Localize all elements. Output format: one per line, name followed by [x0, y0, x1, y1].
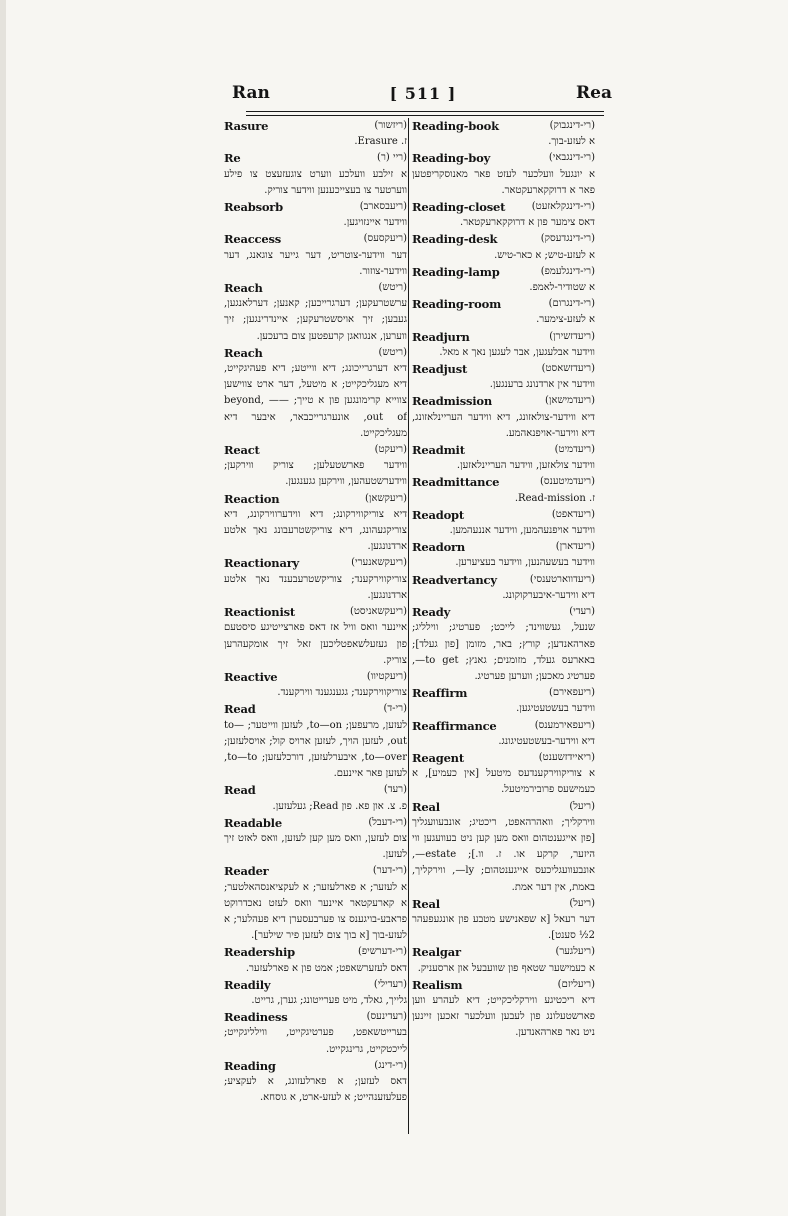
headword: Reaffirm — [412, 686, 468, 701]
headword: Readmit — [412, 443, 465, 458]
pronunciation: (ריעפאירם) — [548, 687, 595, 699]
pronunciation: (רי-דינגבוק) — [549, 120, 595, 131]
headword: Reabsorb — [224, 200, 284, 215]
dictionary-entry — [224, 150, 407, 199]
entry-headline — [412, 685, 595, 701]
entry-headline — [412, 750, 595, 766]
header-rule — [246, 111, 604, 112]
pronunciation: (ריעקשאנערי) — [351, 557, 407, 569]
headword: Read — [224, 783, 256, 798]
pronunciation: (רי-דער) — [372, 865, 407, 877]
definition: ז. Erasure. — [354, 136, 407, 148]
definition: ווידער אין ארדנונג ברענגען. — [489, 379, 595, 391]
entry-headline — [224, 442, 407, 458]
headword: Readjurn — [412, 329, 470, 344]
dictionary-entry — [224, 491, 407, 556]
definition: בערייטשאפט, פערטיגקייט, ווילליגקייט; לייכטקייט, גרינגקייט. — [224, 1027, 407, 1055]
definition: דאס צימער פון א דרוקקארעקטאר. — [460, 217, 595, 229]
dictionary-entry — [224, 118, 407, 150]
headword: Reaffirmance — [412, 718, 497, 733]
headword: Reader — [224, 864, 269, 879]
dictionary-entry — [412, 896, 595, 945]
definition: א כעמישער שטאף פון שוועבעל און ארסעניק. — [417, 962, 595, 974]
headword: Readorn — [412, 540, 466, 555]
headword: Realism — [412, 977, 463, 992]
headword: Read — [224, 702, 256, 717]
definition: דאס לעזען; א פארלעזונג, א לעקציע; פעלעזענהייט; א לעזע-ארט, א גוסחא. — [224, 1075, 407, 1104]
pronunciation: (ריעדזשאסט) — [541, 363, 595, 375]
entry-headline — [412, 896, 595, 912]
headword: Ready — [412, 605, 451, 620]
right-column — [412, 118, 595, 1136]
pronunciation: (ריאיידזשענט) — [538, 751, 595, 763]
entry-headline — [224, 280, 407, 296]
dictionary-entry — [412, 507, 595, 539]
dictionary-entry — [224, 1009, 407, 1058]
dictionary-entry — [412, 118, 595, 150]
pronunciation: (רעד) — [383, 784, 407, 796]
headword: Reactionist — [224, 605, 295, 620]
definition: דיא צוריקווירקונג; דיא ווידערווירקונג, דיא צוריקגעהונג, דיא צוריקשטרעבונג נאך אלטע ארדנונגען. — [224, 508, 407, 553]
entry-headline — [412, 150, 595, 166]
headword: Reading-room — [412, 297, 502, 312]
pronunciation: (רי-דינגלעמפ) — [540, 265, 595, 277]
entry-headline — [224, 977, 407, 993]
headword: Reading-boy — [412, 151, 491, 166]
headword: Readvertancy — [412, 572, 497, 587]
dictionary-entry — [224, 555, 407, 604]
entry-headline — [224, 815, 407, 831]
definition: דיא דערגרייכונג; דיא ווייטע; דיא פעהיגקייט, דיא מעגליכקייט; א מיטעל, דער ארט צווישען צווייא קרימונגען פון א טייך; —beyond, —out of, אונערגרייכבאר, איבער דיא מעגליכקייט. — [224, 363, 407, 439]
entry-headline — [412, 944, 595, 960]
pronunciation: (רי-דינגדעסק) — [540, 233, 595, 245]
pronunciation: (רי-דעבל) — [368, 816, 407, 828]
headword: Re — [224, 151, 241, 166]
entry-headline — [224, 118, 407, 134]
dictionary-entry — [224, 944, 407, 976]
headword: Realgar — [412, 945, 461, 960]
definition: א זילבע וועלכע ווערט צוגעזעצט צו פילע ווערטער צו בעצייכענען ווידער צוריק. — [224, 168, 407, 196]
definition: דער רעאל [א שפאנישע מטבע פון אונגעפעהר 2½ סענט]. — [412, 913, 595, 942]
headword: Readership — [224, 945, 295, 960]
dictionary-entry — [224, 815, 407, 864]
pronunciation: (ריעדארן) — [555, 541, 595, 553]
pronunciation: (ריעקסעס) — [363, 233, 407, 245]
headword: Readopt — [412, 507, 464, 522]
dictionary-entry — [224, 345, 407, 442]
entry-headline — [412, 507, 595, 523]
entry-headline — [224, 231, 407, 247]
entry-headline — [412, 474, 595, 490]
headword: Rasure — [224, 119, 269, 133]
entry-headline — [224, 491, 407, 507]
entry-headline — [412, 329, 595, 345]
definition: צוריקווירקענד; צוריקשטרעבענד נאך אלטע ארדנונגען. — [224, 573, 407, 601]
entry-headline — [412, 718, 595, 734]
definition: צוריקווירקענד; גגענגענד ווירקענד. — [277, 687, 407, 699]
entry-headline — [224, 199, 407, 215]
definition: ווידער בעשעהנען, ווידער בעציערען. — [455, 557, 595, 569]
dictionary-entry — [412, 264, 595, 296]
entry-headline — [412, 799, 595, 815]
pronunciation: (רי-דינגקלאזעט) — [531, 201, 595, 213]
pronunciation: (רי-דערשיפ) — [357, 946, 407, 958]
pronunciation: (ריעדזשירן) — [549, 330, 595, 342]
pronunciation: (ריעל) — [569, 897, 595, 909]
dictionary-entry — [412, 231, 595, 263]
page-header — [232, 78, 612, 108]
definition: א לעזע-טיש; א כאר-טיש. — [494, 249, 595, 261]
entry-headline — [224, 669, 407, 685]
entry-headline — [224, 604, 407, 620]
pronunciation: (ריעדמיט) — [554, 444, 595, 456]
definition: א צוריקווירקענדעס מיטעל [אין כעמיע], א כעמישעס פרובירמיטעל. — [412, 768, 595, 796]
definition: דיא ריכטיגע ווירקליכקייט; דיא לעהרע ווען פארשטעלונג פון לעבען וועלכער זאכען זיינען ניט נאר פארהאנדען. — [412, 994, 595, 1039]
dictionary-entry — [412, 718, 595, 750]
definition: ז. Read-mission. — [514, 492, 595, 504]
headword: Reaction — [224, 491, 280, 506]
dictionary-entry — [412, 685, 595, 717]
headword: Readily — [224, 977, 271, 992]
headword: Reading — [224, 1058, 276, 1073]
header-rule-thin — [246, 115, 604, 116]
headword: Reagent — [412, 750, 464, 765]
pronunciation: (ריעבסארב) — [359, 201, 407, 213]
left-column — [224, 118, 407, 1136]
definition: דיא ווידער-איבערקוקונג. — [502, 589, 595, 601]
entry-headline — [412, 199, 595, 215]
pronunciation: (רי-דינג) — [374, 1059, 407, 1071]
definition: א יונגעל וועלכער לעזט פאר מאנוסקריפטען פאר א דרוקקארעקטאר. — [412, 168, 595, 196]
pronunciation: (רי-דינגבאי) — [548, 152, 595, 164]
definition: פ. צ. און פא. פון Read; געלעזען. — [272, 800, 407, 812]
entry-headline — [412, 361, 595, 377]
right-guide-word: Rea — [576, 83, 612, 103]
headword: Readiness — [224, 1010, 288, 1025]
pronunciation: (רעדינעס) — [366, 1011, 407, 1023]
column-divider — [408, 118, 409, 1134]
dictionary-entry — [412, 442, 595, 474]
dictionary-entry — [412, 539, 595, 571]
entry-headline — [224, 863, 407, 879]
entry-headline — [412, 393, 595, 409]
entry-headline — [412, 296, 595, 312]
definition: ווידער פארשטעלען; צוריק ווירקען; ווידערשטעהען, ווירקען גגענגען. — [224, 460, 407, 488]
definition: שנעל, געשווינד; לייכט; פערטיג; ווילליג; פארהאנדען; קורץ; באר, מזומן [פון געלד]; באארעס געלד, מזומנים; גאנץ; to get—, פערטיג מאכען; ווערען פערטיג. — [412, 622, 595, 682]
pronunciation: (ריי (ר) — [377, 152, 407, 164]
headword: Real — [412, 896, 440, 911]
entry-headline — [224, 1058, 407, 1074]
headword: Real — [412, 799, 440, 814]
definition: ווידער אויפנעהמען, ווידער אננעהמען. — [449, 525, 595, 537]
definition: ווידער בעשטעטיגען. — [516, 703, 595, 715]
entry-headline — [412, 604, 595, 620]
pronunciation: (ריעל) — [569, 800, 595, 812]
headword: Readjust — [412, 362, 468, 377]
headword: Reach — [224, 281, 263, 296]
pronunciation: (ריעקשאן) — [365, 492, 407, 504]
headword: Reading-book — [412, 119, 499, 133]
pronunciation: (רעדילי) — [373, 978, 407, 990]
pronunciation: (ריעדמישאן) — [545, 395, 595, 407]
pronunciation: (ריטש) — [378, 346, 407, 358]
definition: דער ווידער-צוטריט, דער גייער צוגאנג, דער ווידער-צוזור. — [224, 249, 407, 277]
dictionary-entry — [224, 604, 407, 669]
pronunciation: (ריזשור) — [374, 120, 407, 131]
dictionary-entry — [224, 977, 407, 1009]
entry-headline — [412, 442, 595, 458]
pronunciation: (ריעלגער) — [555, 946, 595, 958]
dictionary-entry — [412, 572, 595, 604]
left-guide-word: Ran — [232, 83, 270, 103]
headword: Readmission — [412, 394, 493, 409]
pronunciation: (רי-דינגרום) — [548, 298, 595, 310]
definition: א לעזע-צימער. — [536, 314, 595, 326]
definition: גלייך, גאלד, מיט פערייטונג; גערן, גרייט. — [251, 994, 407, 1006]
entry-headline — [412, 572, 595, 588]
dictionary-entry — [412, 150, 595, 199]
dictionary-entry — [224, 280, 407, 345]
definition: א לעזער; א פארלעזער; א לעקציאנסהאלטער; א קארעקטאר איינער וואס לעזט נאכדרוקט פראבע-בויגענס צו פערבעסערן דיא פעהלער; א לעזע-בוך [א בוך צום לעזען פיר שילער]. — [224, 881, 407, 942]
dictionary-entry — [412, 750, 595, 799]
headword: Readmittance — [412, 475, 500, 490]
pronunciation: (ריעליזם) — [557, 978, 595, 990]
definition: ערשטרעקען; דערגרייכען; קאנען; דערלאנגען, געבען; זיך אויסשטרעקען; איינדרינגען; זיך ווערען, אנגוואגן קרעפטען צום ברעכען. — [224, 298, 407, 342]
headword: React — [224, 443, 260, 458]
pronunciation: (ריעפאירמענס) — [534, 719, 595, 731]
entry-headline — [412, 539, 595, 555]
dictionary-entry — [224, 669, 407, 701]
dictionary-entry — [412, 393, 595, 442]
headword: Readable — [224, 815, 282, 830]
entry-headline — [224, 345, 407, 361]
entry-headline — [224, 944, 407, 960]
entry-headline — [412, 977, 595, 993]
dictionary-entry — [224, 231, 407, 280]
dictionary-entry — [412, 977, 595, 1042]
entry-headline — [412, 264, 595, 280]
headword: Reading-desk — [412, 232, 498, 247]
definition: איינער וואס וויל אז דאס פארצייטיגע סיסטעם פון געזעלשאפטליכען זאל זיך אומקעהרען צוריק. — [224, 622, 407, 666]
headword: Reach — [224, 345, 263, 360]
entry-headline — [412, 118, 595, 134]
pronunciation: (ריטש) — [378, 282, 407, 294]
definition: דיא ווידער-צולאזונג, דיא ווידער העריינלאזונג, דיא ווידער-אויפנאהמע. — [412, 411, 595, 439]
definition: א שטודיר-לאמפ. — [529, 282, 595, 294]
pronunciation: (ריעדאפט) — [551, 508, 595, 520]
pronunciation: (רי-ד) — [383, 703, 407, 715]
dictionary-entry — [224, 863, 407, 944]
pronunciation: (ריעדווארטענסי) — [529, 573, 595, 585]
dictionary-entry — [412, 944, 595, 976]
headword: Reaccess — [224, 232, 281, 247]
definition: ווידער אבלעגען, אבר לעגען נאך א מאל. — [439, 346, 595, 358]
entry-headline — [224, 782, 407, 798]
definition: א לעזע-בוך. — [548, 136, 595, 148]
dictionary-entry — [412, 799, 595, 896]
definition: ווידער איינזויגען. — [343, 217, 407, 229]
pronunciation: (ריעקטיוו) — [366, 670, 407, 682]
definition: צום לעזען, וואס מען קען לעזען, וואס לאזט זיך לעזען. — [224, 832, 407, 861]
entry-headline — [224, 701, 407, 717]
entry-headline — [412, 231, 595, 247]
pronunciation: (ריעקשאניסט) — [349, 606, 407, 618]
headword: Reading-closet — [412, 200, 506, 215]
pronunciation: (ריעדמיטענס) — [540, 476, 595, 488]
dictionary-entry — [224, 701, 407, 782]
definition: לעזען, מרעפען; to—on, לעזען ווייטער; to—out, לעזען הויך, לעזען ארויס קול; אויסלעזען; to—over, איבערלעזען, דורכלעזען; to—to, לעזען פאר איינעם. — [224, 719, 407, 780]
dictionary-entry — [412, 199, 595, 231]
headword: Reading-lamp — [412, 264, 500, 279]
dictionary-entry — [224, 782, 407, 814]
entry-headline — [224, 555, 407, 571]
headword: Reactionary — [224, 556, 300, 571]
page-number: [ 511 ] — [389, 83, 457, 103]
dictionary-entry — [412, 604, 595, 685]
dictionary-entry — [412, 361, 595, 393]
entry-headline — [224, 150, 407, 166]
dictionary-entry — [224, 1058, 407, 1107]
dictionary-entry — [412, 296, 595, 328]
dictionary-entry — [224, 442, 407, 491]
definition: ווירקליך; וואהרהאפט, ריכטיג; אונבעוועגליך [פון אייגענטהום וואס מען קען ניט בעוועגען ווי היזער, קרקע או. ז. וו.]; estate—, אונבעוועגליכעס אייגענטהום; ly—, ווירקליך, באמת, אין דער אמת. — [412, 816, 595, 893]
entry-headline — [224, 1009, 407, 1025]
pronunciation: (ריעקט) — [374, 444, 407, 456]
definition: דאס לעזערשאפט; אמט פון א פארלעזער. — [245, 962, 407, 974]
scan-edge — [0, 0, 6, 1216]
dictionary-entry — [412, 329, 595, 361]
dictionary-entry — [224, 199, 407, 231]
pronunciation: (רעדי) — [569, 606, 595, 618]
headword: Reactive — [224, 669, 278, 684]
dictionary-entry — [412, 474, 595, 506]
definition: דיא ווידער-בעשטעטיגונג. — [498, 735, 595, 747]
definition: ווידער צולאזען, ווידער העריינלאזען. — [456, 460, 595, 472]
